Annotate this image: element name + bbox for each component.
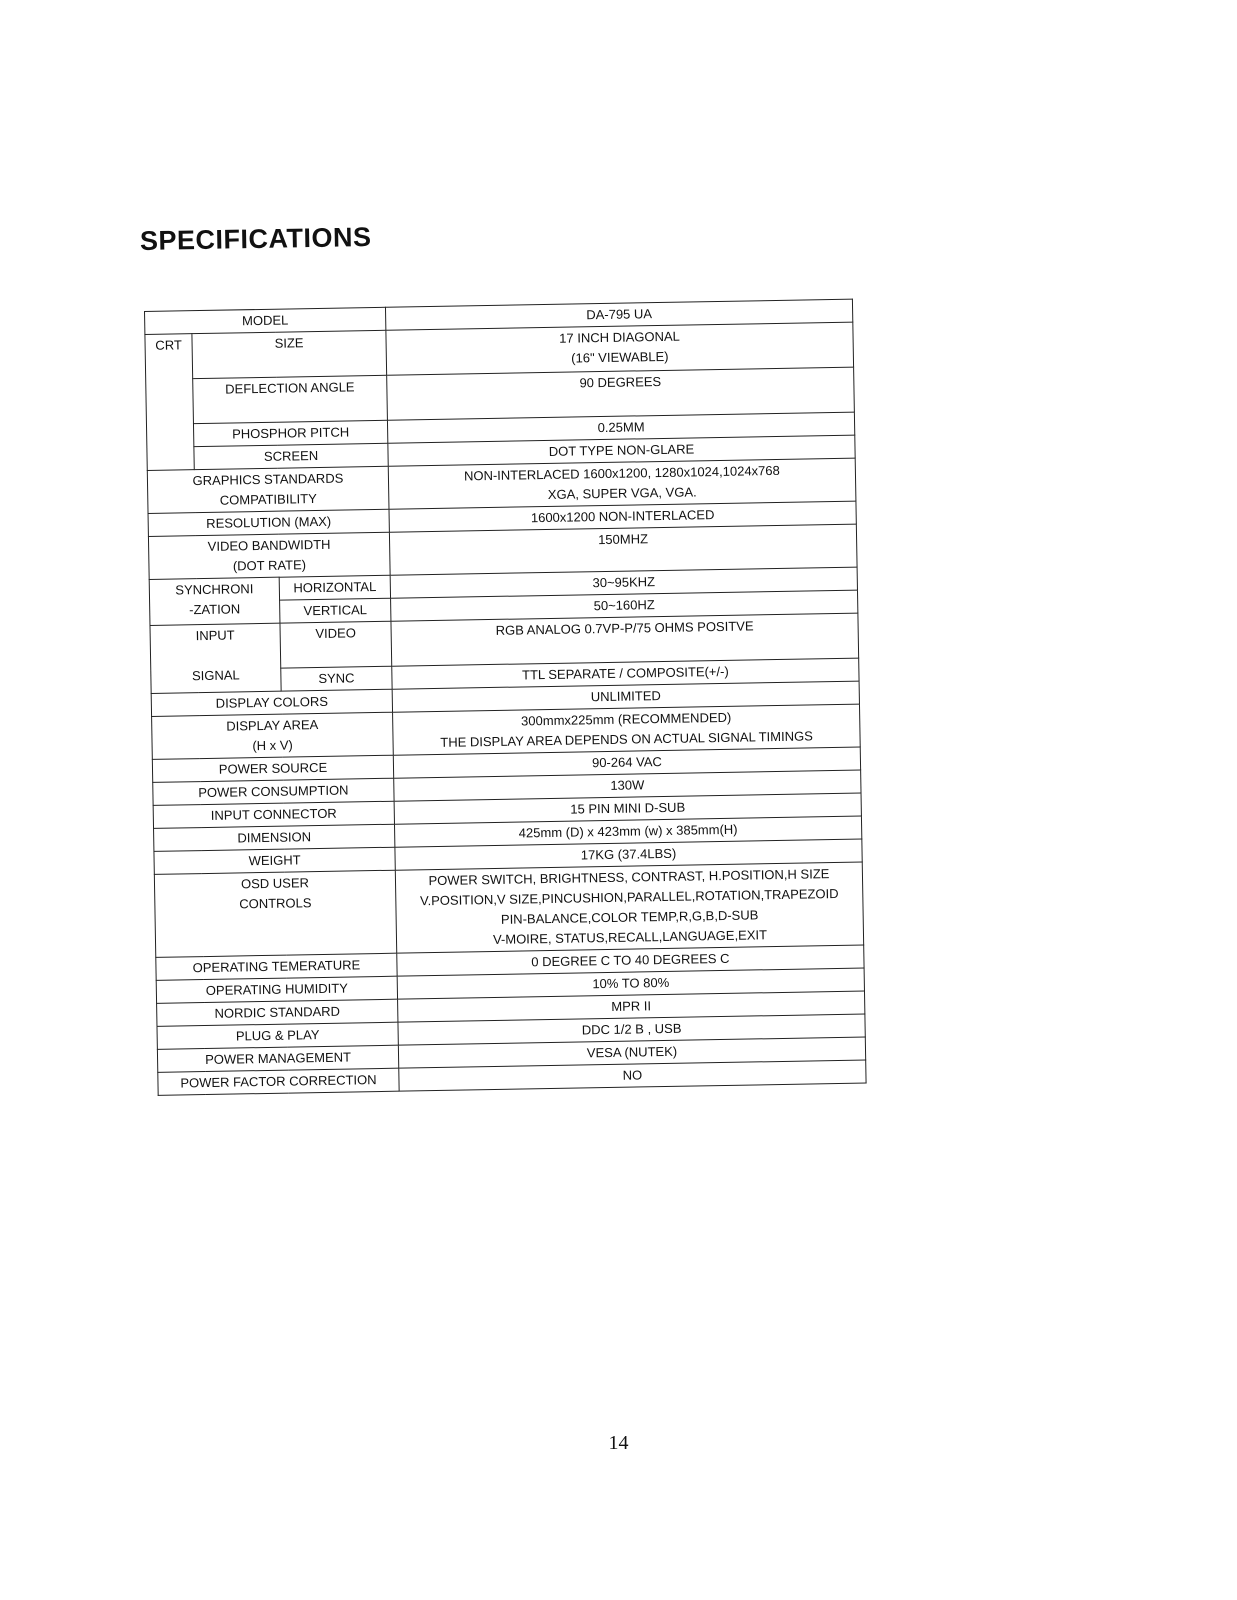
vertical-value: 50~160HZ (391, 590, 858, 621)
graphics-label (147, 466, 389, 513)
horizontal-label: HORIZONTAL (279, 575, 390, 600)
operating-humidity-label: OPERATING HUMIDITY (156, 976, 397, 1003)
power-source-value: 90-264 VAC (393, 747, 860, 778)
model-value: DA-795 UA (385, 299, 852, 330)
weight-value: 17KG (37.4LBS) (395, 839, 862, 870)
nordic-standard-label: NORDIC STANDARD (157, 999, 398, 1026)
horizontal-value: 30~95KHZ (390, 567, 857, 598)
bandwidth-value: 150MHZ (389, 524, 857, 575)
size-label: SIZE (192, 330, 387, 378)
dimension-value: 425mm (D) x 423mm (w) x 385mm(H) (394, 816, 861, 847)
input-connector-value: 15 PIN MINI D-SUB (394, 793, 861, 824)
graphics-label-line: COMPATIBILITY (219, 491, 317, 508)
sync-signal-value: TTL SEPARATE / COMPOSITE(+/-) (392, 658, 859, 689)
size-value-line: (16" VIEWABLE) (571, 348, 669, 366)
display-colors-value: UNLIMITED (392, 681, 859, 712)
phosphor-value: 0.25MM (387, 412, 854, 443)
synchronization-label-line: -ZATION (189, 601, 241, 618)
input-connector-label: INPUT CONNECTOR (153, 801, 394, 828)
model-label: MODEL (145, 307, 386, 334)
weight-label: WEIGHT (154, 847, 395, 874)
dimension-label: DIMENSION (154, 824, 395, 851)
osd-label-line: CONTROLS (239, 895, 312, 912)
size-value-line: 17 INCH DIAGONAL (559, 328, 680, 346)
display-colors-label: DISPLAY COLORS (151, 689, 392, 716)
synchronization-label (149, 577, 280, 625)
size-value (386, 322, 854, 375)
osd-value-line: V.POSITION,V SIZE,PINCUSHION,PARALLEL,ROTATION,TRAPEZOID (419, 885, 839, 909)
input-signal-label-line: SIGNAL (191, 667, 240, 684)
input-signal-spacer (155, 645, 276, 667)
nordic-standard-value: MPR II (398, 991, 865, 1022)
specifications-table-wrapper (144, 299, 867, 1096)
screen-value: DOT TYPE NON-GLARE (388, 435, 855, 466)
power-factor-correction-label: POWER FACTOR CORRECTION (158, 1068, 399, 1095)
power-source-label: POWER SOURCE (152, 755, 393, 782)
input-signal-label-line: INPUT (195, 627, 235, 644)
display-area-label (152, 712, 394, 759)
vertical-label: VERTICAL (280, 598, 391, 623)
crt-label: CRT (145, 334, 194, 471)
graphics-label-line: GRAPHICS STANDARDS (192, 470, 344, 489)
phosphor-label: PHOSPHOR PITCH (193, 420, 387, 446)
input-signal-label (150, 623, 281, 693)
display-area-value-line: THE DISPLAY AREA DEPENDS ON ACTUAL SIGNAL TIMINGS (440, 728, 813, 750)
power-consumption-label: POWER CONSUMPTION (153, 778, 394, 805)
power-management-value: VESA (NUTEK) (398, 1037, 865, 1068)
table-row (154, 862, 863, 957)
bandwidth-label (148, 532, 390, 579)
video-label: VIDEO (280, 621, 392, 668)
power-management-label: POWER MANAGEMENT (157, 1045, 398, 1072)
power-consumption-value: 130W (394, 770, 861, 801)
osd-value-line: POWER SWITCH, BRIGHTNESS, CONTRAST, H.POSITION,H SIZE (428, 866, 830, 889)
power-factor-correction-value: NO (399, 1060, 866, 1091)
operating-temperature-value: 0 DEGREE C TO 40 DEGREES C (397, 945, 864, 976)
osd-label-line: OSD USER (240, 875, 310, 892)
display-area-value-line: 300mmx225mm (RECOMMENDED) (520, 709, 732, 729)
specifications-table (144, 299, 867, 1096)
synchronization-label-line: SYNCHRONI (175, 581, 254, 598)
screen-label: SCREEN (194, 443, 388, 469)
plug-and-play-value: DDC 1/2 B , USB (398, 1014, 865, 1045)
plug-and-play-label: PLUG & PLAY (157, 1022, 398, 1049)
video-value: RGB ANALOG 0.7VP-P/75 OHMS POSITVE (391, 613, 859, 666)
bandwidth-label-line: VIDEO BANDWIDTH (207, 536, 331, 554)
sync-signal-label: SYNC (281, 666, 392, 691)
resolution-label: RESOLUTION (MAX) (148, 509, 389, 536)
page-title: SPECIFICATIONS (139, 221, 372, 256)
graphics-value-line: NON-INTERLACED 1600x1200, 1280x1024,1024x768 (463, 462, 780, 484)
operating-humidity-value: 10% TO 80% (397, 968, 864, 999)
osd-value (395, 862, 863, 953)
deflection-label: DEFLECTION ANGLE (193, 375, 388, 423)
display-area-label-line: (H x V) (252, 737, 293, 754)
osd-value-line: PIN-BALANCE,COLOR TEMP,R,G,B,D-SUB (500, 907, 759, 927)
graphics-value-line: XGA, SUPER VGA, VGA. (547, 484, 697, 502)
osd-label (154, 870, 396, 957)
display-area-label-line: DISPLAY AREA (226, 717, 319, 734)
deflection-value: 90 DEGREES (387, 367, 855, 420)
bandwidth-label-line: (DOT RATE) (232, 557, 307, 574)
operating-temperature-label: OPERATING TEMERATURE (156, 953, 397, 980)
resolution-value: 1600x1200 NON-INTERLACED (389, 501, 856, 532)
page-number: 14 (608, 1432, 629, 1454)
osd-value-line: V-MOIRE, STATUS,RECALL,LANGUAGE,EXIT (492, 927, 768, 948)
